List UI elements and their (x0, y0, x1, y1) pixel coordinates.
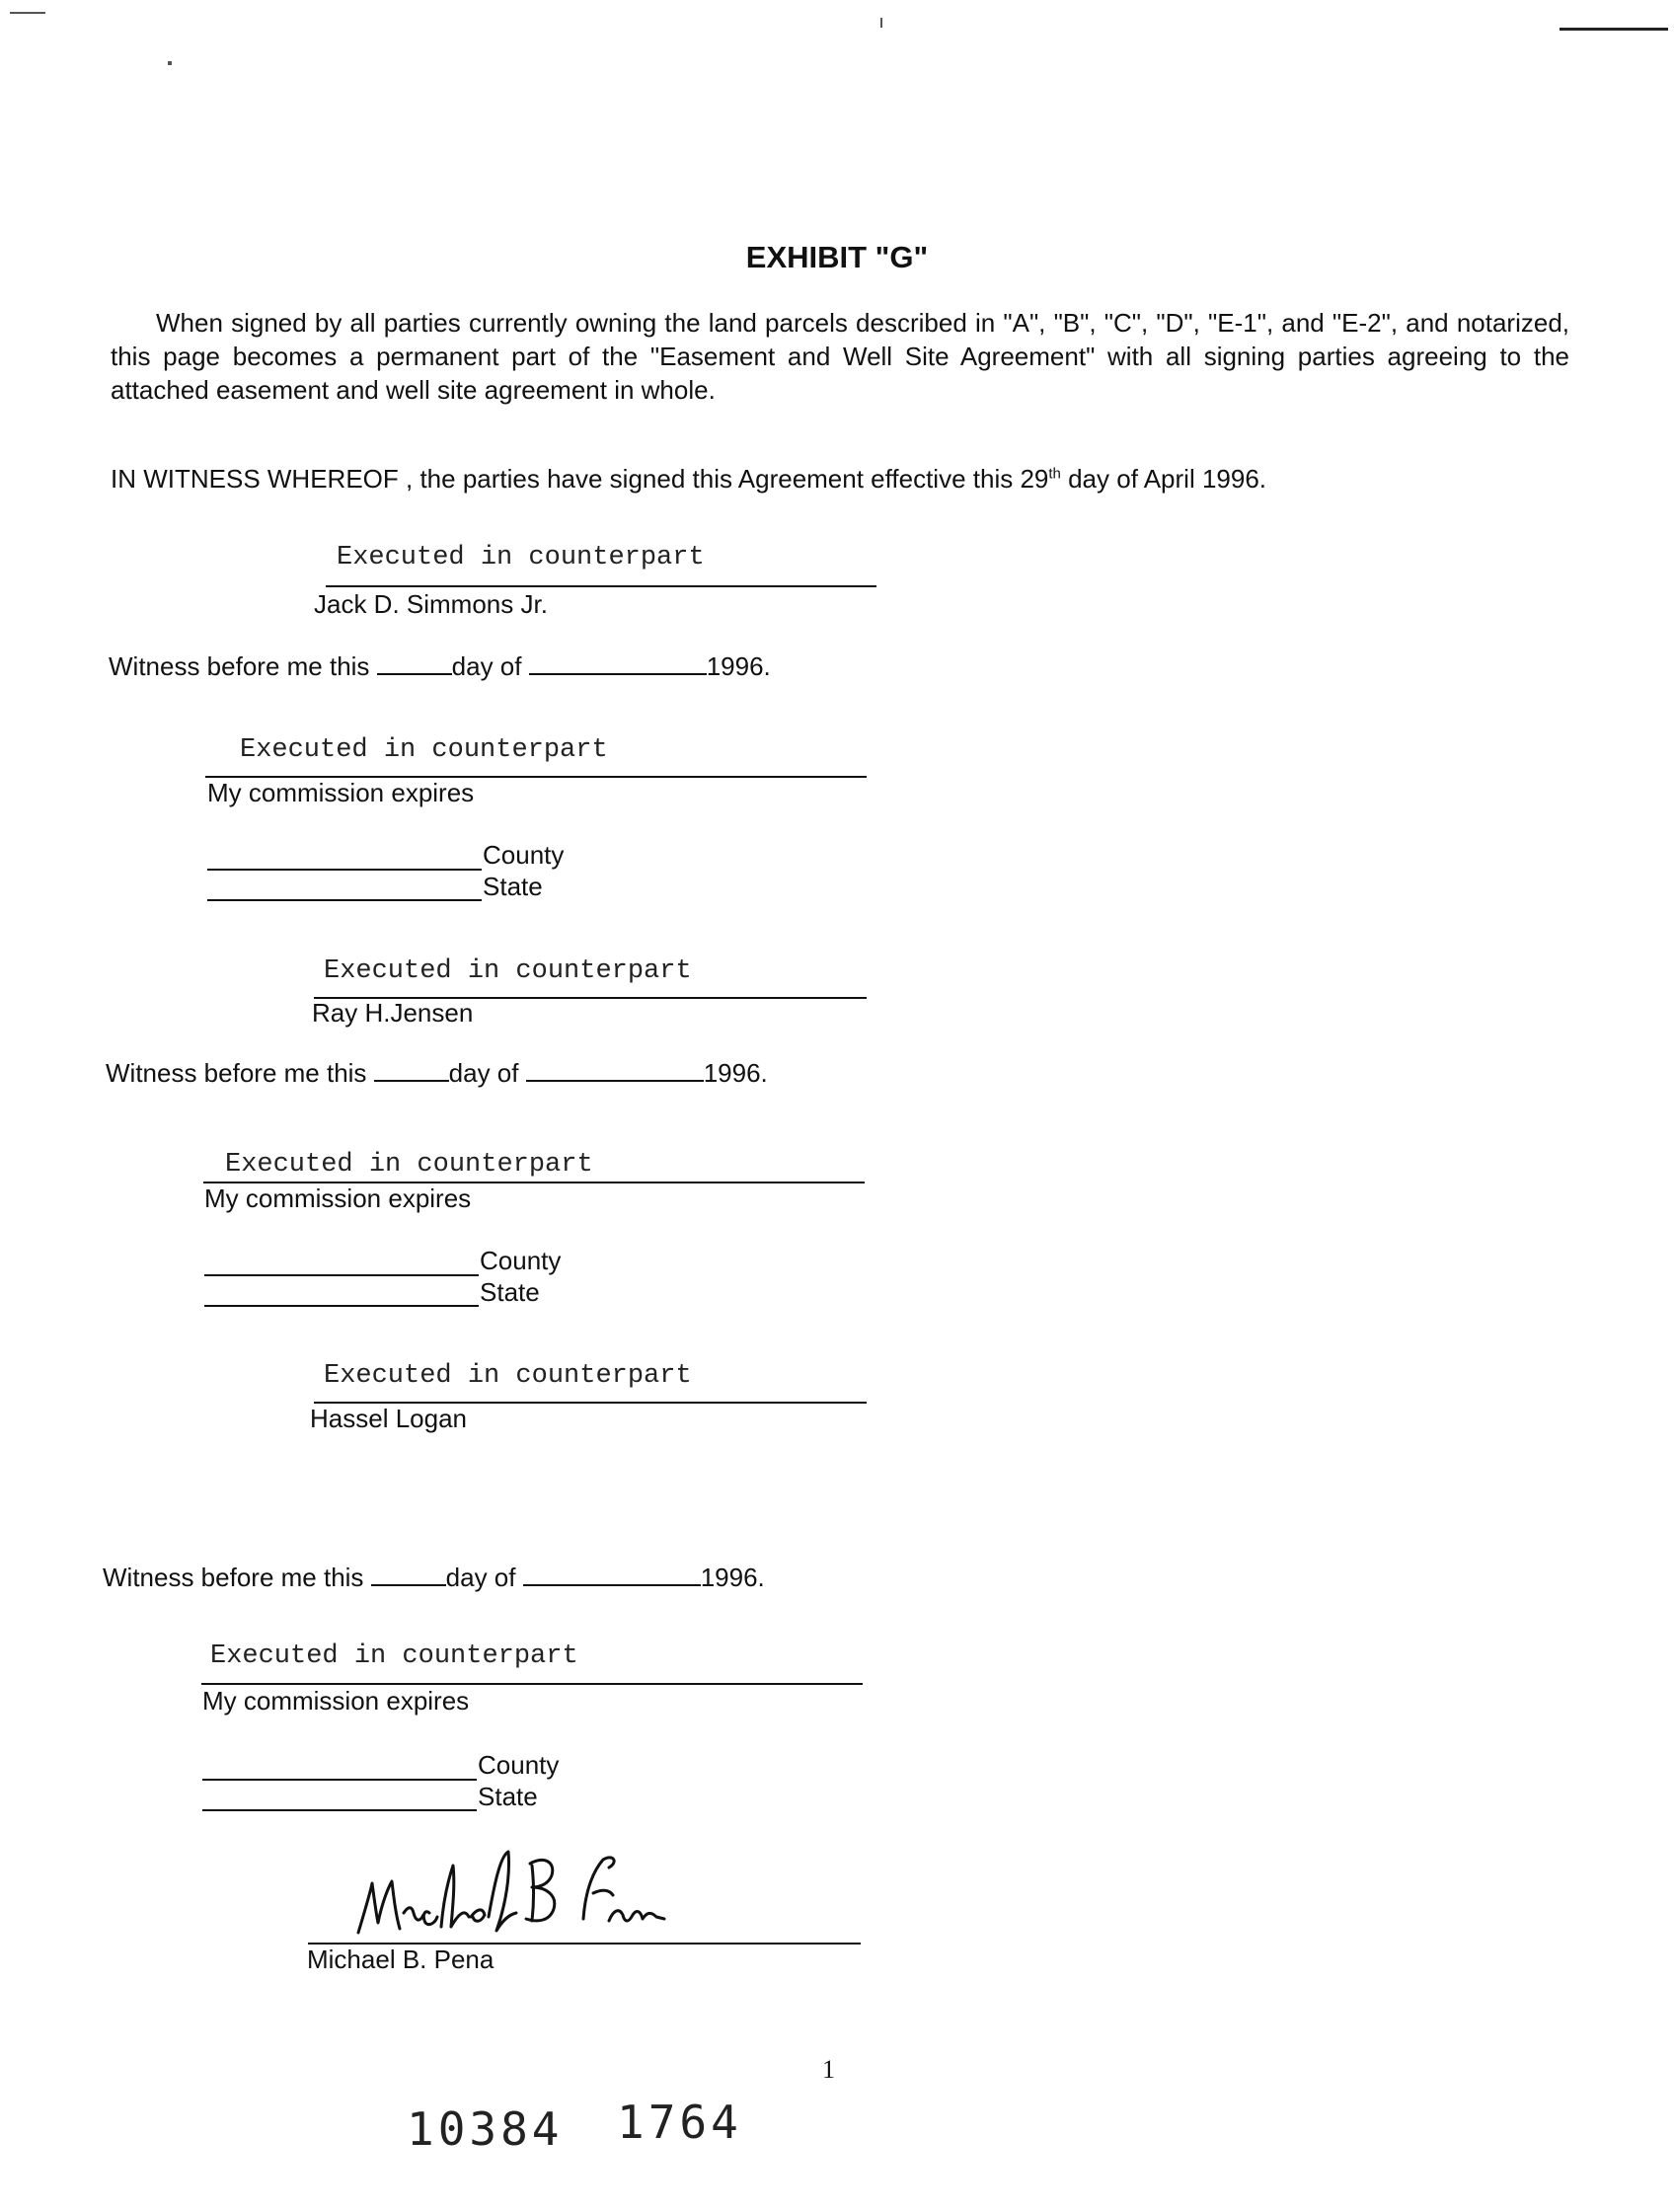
state-blank[interactable] (202, 1809, 477, 1811)
commission-label: My commission expires (207, 778, 475, 807)
signer-name: Ray H.Jensen (312, 998, 474, 1028)
intro-paragraph: When signed by all parties currently owning the land parcels described in "A", "B", "C", "D", "E-1", and "E-2", and notarized, this page becomes a permanent part of the "Easement and Well Site Agreement" with all signing parties agreeing to the attached easement and well site agreement in whole. (111, 308, 1569, 405)
county-blank[interactable] (207, 869, 482, 871)
state-label: State (478, 1782, 538, 1811)
witness-label: Witness before me this (106, 1058, 374, 1088)
month-blank[interactable] (523, 1563, 701, 1586)
signature-line[interactable] (326, 585, 876, 587)
notary-signature-line[interactable] (201, 1683, 863, 1685)
day-blank[interactable] (377, 651, 452, 675)
document-number: 10384 (407, 2102, 564, 2156)
exhibit-title: EXHIBIT "G" (745, 240, 929, 274)
year-label: 1996. (700, 1563, 765, 1592)
signature-text: Executed in counterpart (324, 1361, 692, 1391)
signer-name: Michael B. Pena (307, 1945, 495, 1974)
signature-text: Executed in counterpart (337, 543, 705, 572)
state-blank[interactable] (207, 899, 482, 901)
day-of-label: day of (448, 1058, 526, 1088)
scan-mark (10, 12, 45, 14)
county-blank[interactable] (202, 1779, 477, 1781)
scan-mark (1560, 28, 1668, 31)
day-blank[interactable] (371, 1563, 446, 1586)
scan-mark (168, 61, 172, 65)
county-blank[interactable] (204, 1274, 479, 1276)
state-blank[interactable] (204, 1305, 479, 1307)
page-number: 1 (822, 2055, 835, 2084)
witness-before-me-line (109, 651, 771, 682)
notary-signature-text: Executed in counterpart (240, 735, 608, 765)
signer-name: Hassel Logan (310, 1404, 467, 1433)
notary-signature-text: Executed in counterpart (225, 1150, 593, 1180)
witness-label: Witness before me this (109, 651, 377, 681)
year-label: 1996. (706, 651, 771, 681)
signer-name: Jack D. Simmons Jr. (314, 589, 548, 619)
year-label: 1996. (703, 1058, 768, 1088)
scan-mark (880, 18, 882, 28)
witness-whereof-line (111, 464, 1266, 495)
county-label: County (478, 1750, 560, 1780)
witness-whereof-text: IN WITNESS WHEREOF , the parties have signed this Agreement effective this 29 (111, 464, 1049, 494)
county-label: County (480, 1246, 562, 1275)
state-label: State (483, 872, 543, 901)
witness-before-me-line (103, 1563, 765, 1593)
county-label: County (483, 840, 565, 870)
handwritten-signature (350, 1844, 676, 1943)
signature-text: Executed in counterpart (324, 956, 692, 986)
witness-whereof-date: day of April 1996. (1060, 464, 1267, 494)
notary-signature-text: Executed in counterpart (210, 1641, 578, 1671)
commission-label: My commission expires (204, 1183, 472, 1213)
state-label: State (480, 1277, 540, 1307)
witness-before-me-line (106, 1058, 768, 1089)
commission-label: My commission expires (202, 1686, 470, 1716)
day-of-label: day of (451, 651, 529, 681)
month-blank[interactable] (526, 1058, 704, 1082)
ordinal-suffix: th (1048, 465, 1061, 483)
day-of-label: day of (445, 1563, 523, 1592)
witness-label: Witness before me this (103, 1563, 371, 1592)
day-blank[interactable] (374, 1058, 449, 1082)
month-blank[interactable] (529, 651, 707, 675)
page-reference-number: 1764 (617, 2096, 742, 2149)
